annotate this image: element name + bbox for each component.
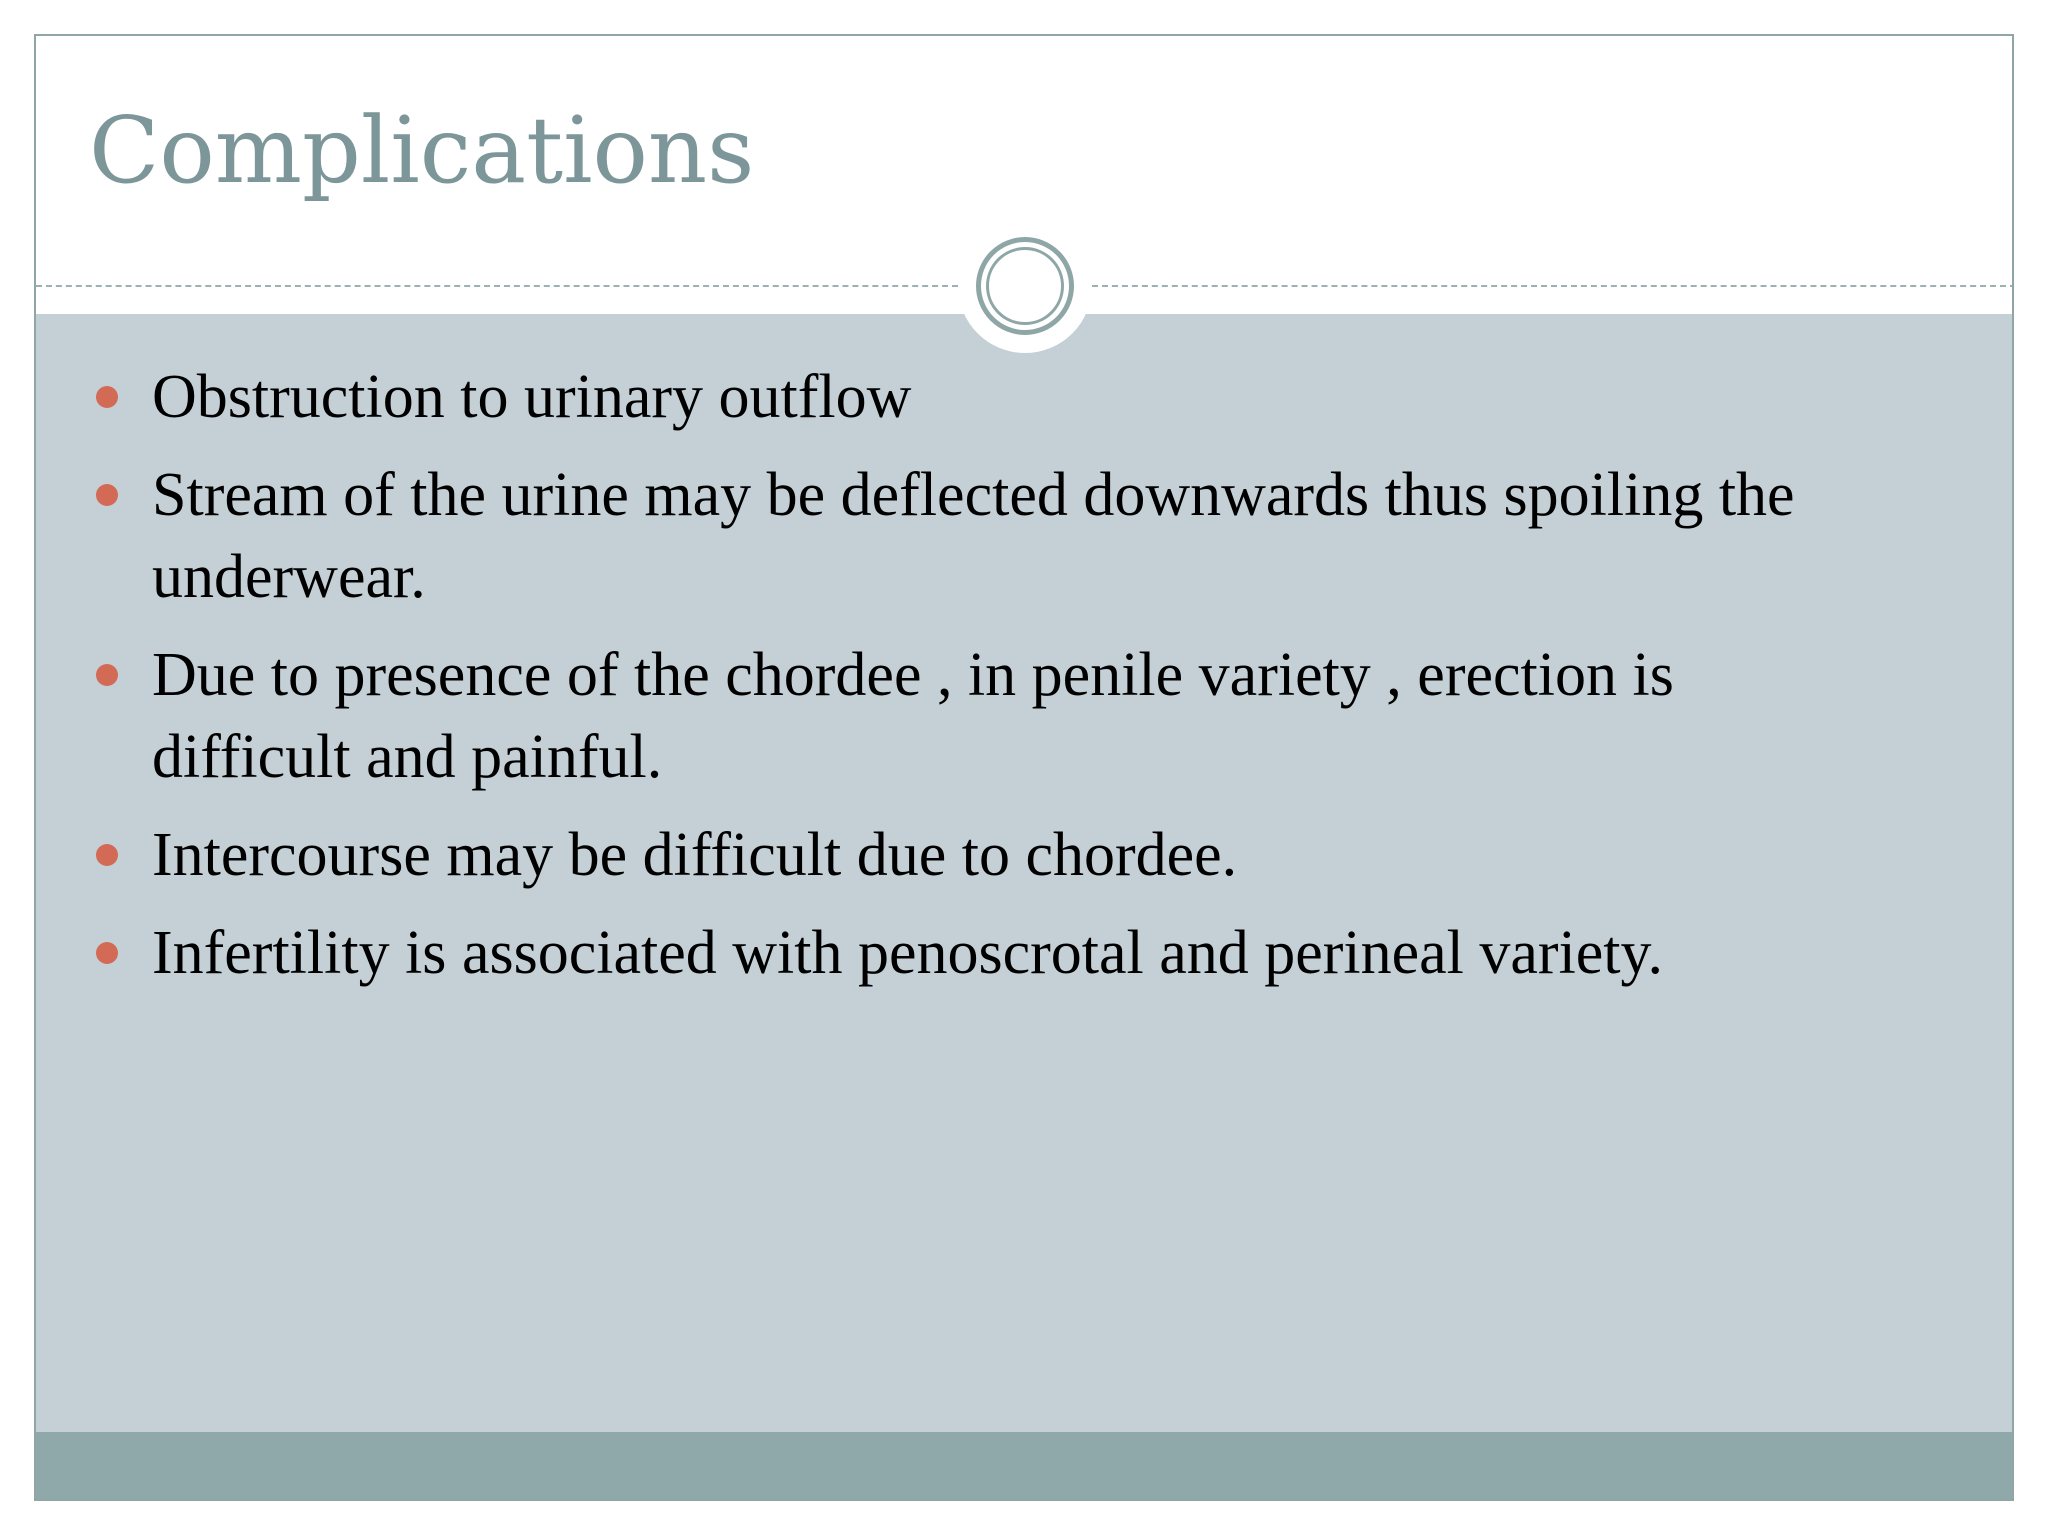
bullet-text: Obstruction to urinary outflow <box>152 363 912 431</box>
bullet-text: Due to presence of the chordee , in penile variety , erection is difficult and painful. <box>152 641 1674 791</box>
slide <box>34 34 2014 1501</box>
header-divider-right <box>1092 285 2014 287</box>
bullet-text: Infertility is associated with penoscrotal and perineal variety. <box>152 919 1664 987</box>
bullet-list <box>36 356 2012 1010</box>
bullet-item <box>36 912 2012 994</box>
bullet-item <box>36 356 2012 438</box>
circle-bullet-icon <box>96 664 118 686</box>
circle-bullet-icon <box>96 942 118 964</box>
circle-bullet-icon <box>96 386 118 408</box>
header-divider-left <box>36 285 958 287</box>
slide-title: Complications <box>89 97 755 204</box>
bullet-item <box>36 454 2012 618</box>
circle-bullet-icon <box>96 844 118 866</box>
ornament-inner-ring <box>986 247 1064 325</box>
circle-bullet-icon <box>96 484 118 506</box>
bullet-item <box>36 634 2012 798</box>
footer-bar <box>36 1432 2012 1501</box>
bullet-item <box>36 814 2012 896</box>
bullet-text: Stream of the urine may be deflected downwards thus spoiling the underwear. <box>152 461 1795 611</box>
bullet-text: Intercourse may be difficult due to chordee. <box>152 821 1238 889</box>
